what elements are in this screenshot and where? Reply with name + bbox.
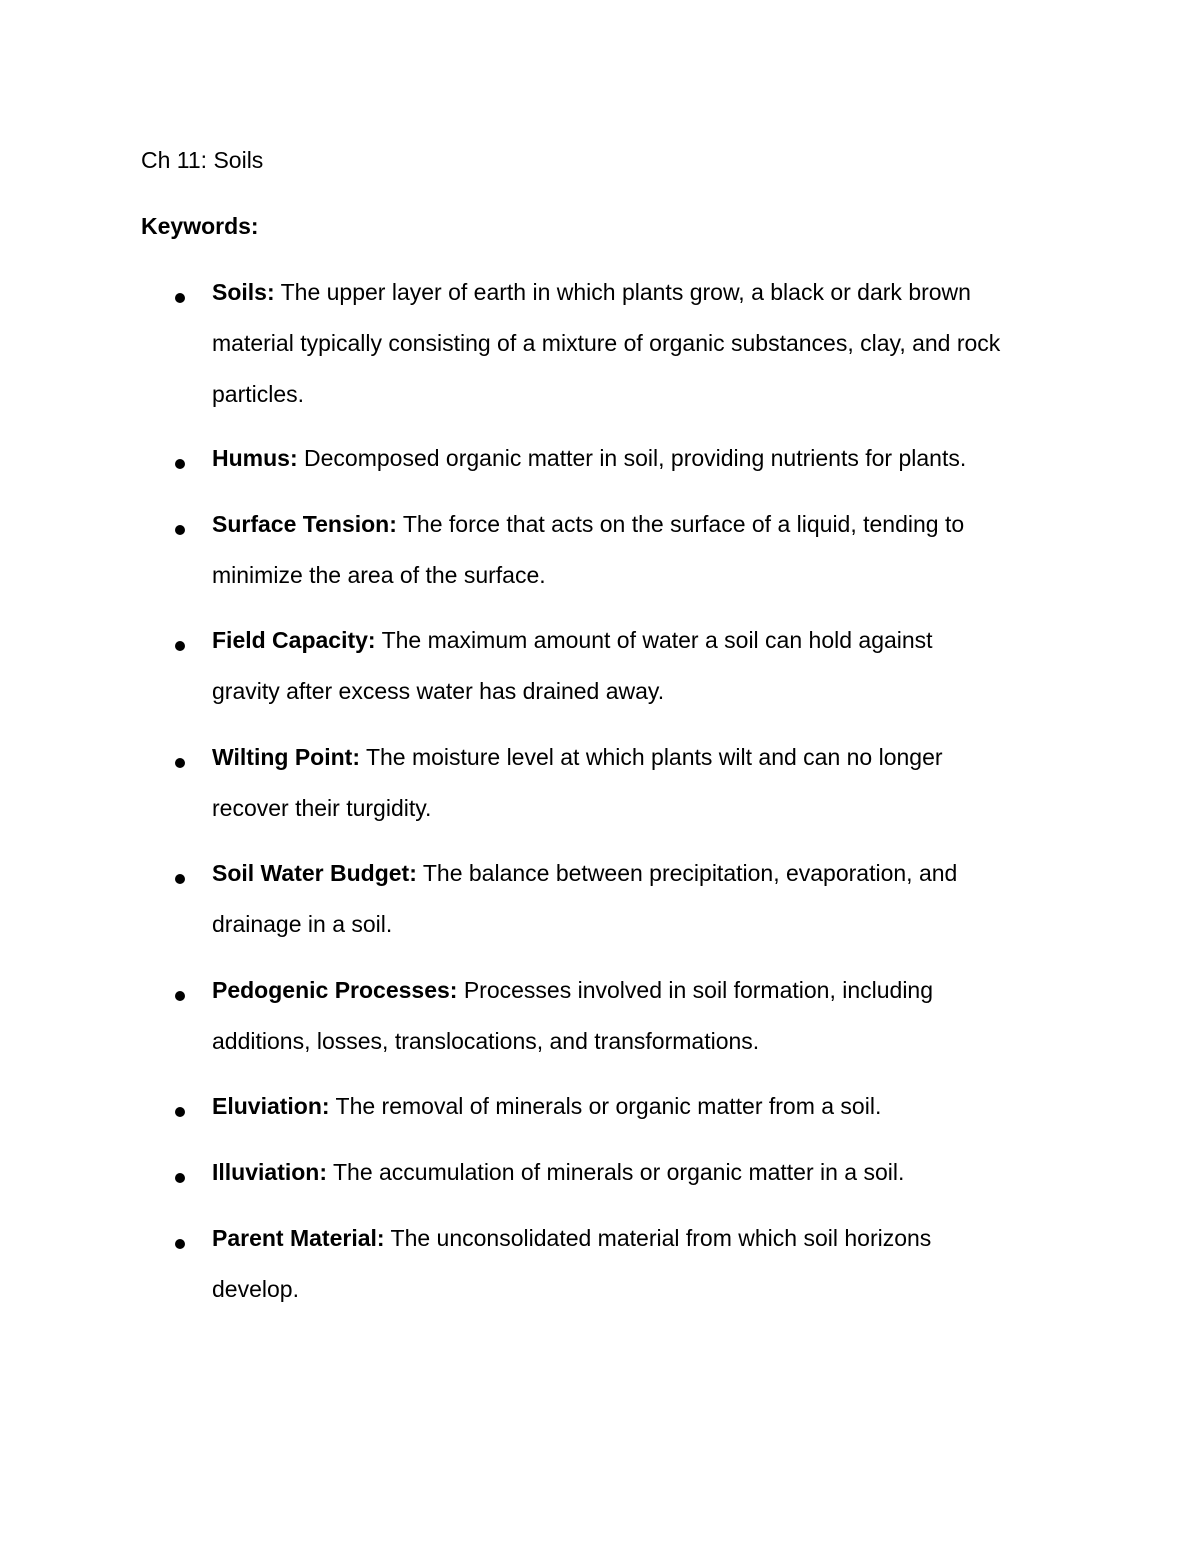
keyword-term: Humus: bbox=[212, 445, 298, 471]
keyword-definition: The force that acts on the surface of a liquid, tending to minimize the area of the surface. bbox=[212, 511, 965, 588]
keyword-entry bbox=[212, 433, 1057, 484]
keywords-heading: Keywords: bbox=[141, 213, 259, 239]
bullet-icon bbox=[175, 1107, 185, 1117]
bullet-icon bbox=[175, 641, 185, 651]
keyword-entry bbox=[212, 1213, 1012, 1315]
keyword-term: Field Capacity: bbox=[212, 627, 376, 653]
keyword-definition: The removal of minerals or organic matter from a soil. bbox=[329, 1093, 882, 1119]
bullet-icon bbox=[175, 459, 185, 469]
keyword-definition: Decomposed organic matter in soil, providing nutrients for plants. bbox=[297, 445, 967, 471]
bullet-icon bbox=[175, 758, 185, 768]
keyword-definition: The maximum amount of water a soil can hold against gravity after excess water has drained away. bbox=[212, 627, 933, 704]
keyword-term: Parent Material: bbox=[212, 1225, 385, 1251]
chapter-title: Ch 11: Soils bbox=[141, 147, 264, 173]
bullet-icon bbox=[175, 874, 185, 884]
keyword-term: Illuviation: bbox=[212, 1159, 327, 1185]
keyword-term: Eluviation: bbox=[212, 1093, 330, 1119]
keyword-definition: Processes involved in soil formation, including additions, losses, translocations, and transformations. bbox=[212, 977, 934, 1054]
keyword-term: Wilting Point: bbox=[212, 744, 360, 770]
keyword-entry bbox=[212, 267, 1047, 420]
bullet-icon bbox=[175, 991, 185, 1001]
keyword-definition: The accumulation of minerals or organic matter in a soil. bbox=[327, 1159, 905, 1185]
keyword-definition: The balance between precipitation, evaporation, and drainage in a soil. bbox=[212, 860, 958, 937]
keyword-term: Soil Water Budget: bbox=[212, 860, 417, 886]
keyword-entry bbox=[212, 615, 1002, 717]
bullet-icon bbox=[175, 293, 185, 303]
keyword-entry bbox=[212, 965, 992, 1067]
keyword-term: Pedogenic Processes: bbox=[212, 977, 458, 1003]
keyword-entry bbox=[212, 848, 1032, 950]
keyword-entry bbox=[212, 499, 1032, 601]
keyword-entry bbox=[212, 1147, 1057, 1198]
bullet-icon bbox=[175, 1239, 185, 1249]
keyword-definition: The upper layer of earth in which plants grow, a black or dark brown material typically consisting of a mixture of organic substances, clay, and rock particles. bbox=[212, 279, 1001, 407]
keyword-term: Soils: bbox=[212, 279, 275, 305]
keyword-term: Surface Tension: bbox=[212, 511, 397, 537]
keyword-entry bbox=[212, 732, 1022, 834]
bullet-icon bbox=[175, 525, 185, 535]
keyword-entry bbox=[212, 1081, 1057, 1132]
keyword-definition: The moisture level at which plants wilt and can no longer recover their turgidity. bbox=[212, 744, 943, 821]
bullet-icon bbox=[175, 1173, 185, 1183]
keyword-definition: The unconsolidated material from which soil horizons develop. bbox=[212, 1225, 932, 1302]
